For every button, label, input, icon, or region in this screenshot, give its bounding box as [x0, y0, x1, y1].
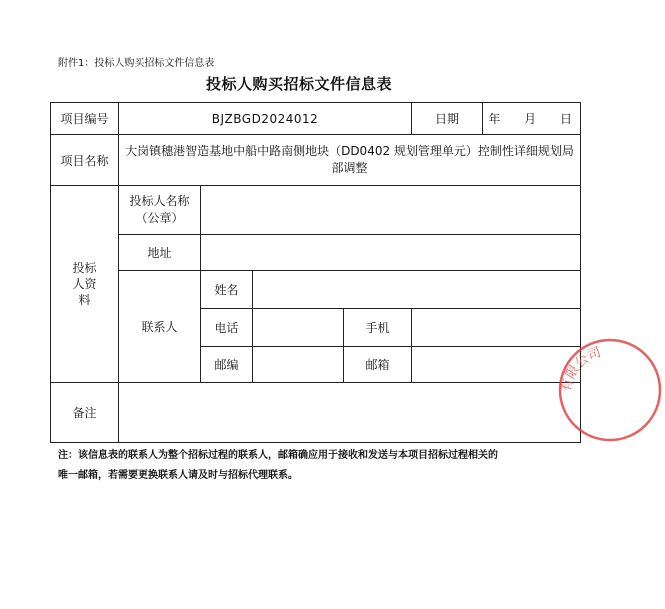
postcode-label: 邮编 [201, 347, 253, 383]
name-label: 姓名 [201, 271, 253, 309]
contact-label: 联系人 [119, 271, 201, 383]
project-no-value: BJZBGD2024012 [119, 103, 412, 135]
project-name-label: 项目名称 [51, 135, 119, 186]
address-field[interactable] [201, 235, 581, 271]
address-label: 地址 [119, 235, 201, 271]
attachment-label: 附件1：投标人购买招标文件信息表 [58, 58, 215, 69]
footnote: 注：该信息表的联系人为整个招标过程的联系人，邮箱确应用于接收和发送与本项目招标过程相关的唯一邮箱，若需要更换联系人请及时与招标代理联系。 [58, 450, 498, 481]
page-title: 投标人购买招标文件信息表 [205, 75, 392, 93]
date-value[interactable]: 年 月 日 [483, 103, 581, 135]
bidder-info-label [51, 186, 119, 383]
email-label: 邮箱 [344, 347, 412, 383]
seal-text: 有限公司 [557, 344, 603, 394]
remark-label: 备注 [51, 383, 119, 443]
name-field[interactable] [253, 271, 581, 309]
mobile-label: 手机 [344, 309, 412, 347]
phone-field[interactable] [253, 309, 344, 347]
phone-label: 电话 [201, 309, 253, 347]
date-label: 日期 [412, 103, 483, 135]
project-name-value: 大岗镇穗港智造基地中船中路南侧地块（DD0402 规划管理单元）控制性详细规划局部调整 [119, 135, 581, 186]
bidder-seal-label: （公章） [135, 211, 184, 225]
bidder-name-cell [119, 186, 201, 235]
bidder-name-label: 投标人名称 [129, 194, 190, 208]
bidder-name-field[interactable] [201, 186, 581, 235]
postcode-field[interactable] [253, 347, 344, 383]
remark-field[interactable] [119, 383, 581, 443]
bidder-info-table [50, 102, 581, 443]
project-no-label: 项目编号 [51, 103, 119, 135]
company-seal-stamp [555, 335, 665, 445]
bidder-info-text: 投标人资料 [72, 261, 97, 307]
